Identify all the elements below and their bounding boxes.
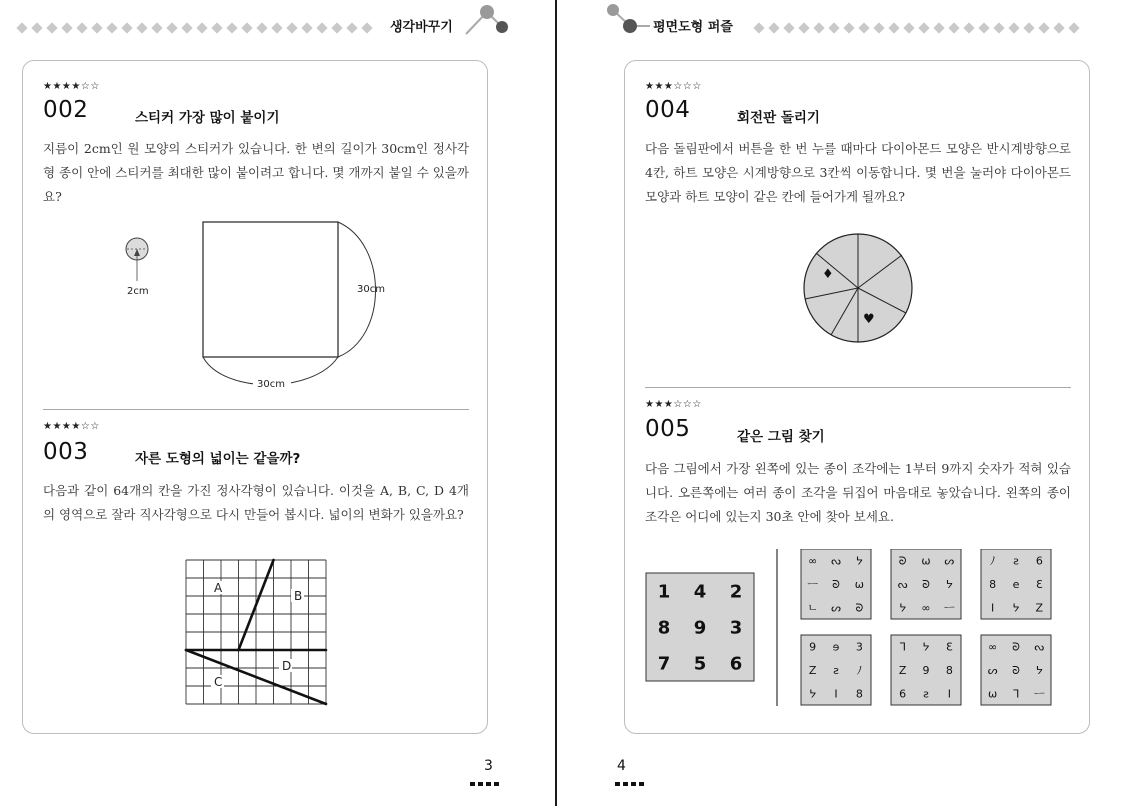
header-diamond — [783, 22, 794, 33]
piece-digit: ᘐ — [1012, 663, 1020, 677]
region-label-c: C — [214, 675, 223, 689]
header-diamond — [828, 22, 839, 33]
bottom-length-label: 30cm — [257, 379, 285, 390]
piece-digit: ᔭ — [899, 601, 907, 615]
header-diamond — [813, 22, 824, 33]
piece-digit: ᘐ — [922, 577, 930, 591]
section-title: 평면도형 퍼즐 — [653, 20, 733, 35]
region-label-b: B — [294, 589, 303, 603]
header-diamond — [46, 22, 57, 33]
side-length-label: 30cm — [357, 284, 385, 295]
header-diamond — [121, 22, 132, 33]
piece-digit: 8 — [989, 577, 997, 591]
piece-digit: 7 — [657, 653, 671, 675]
header-diamond — [918, 22, 929, 33]
page-number-mark — [615, 782, 644, 786]
problem-card — [624, 60, 1090, 734]
piece-digit: ㅡ — [1034, 687, 1045, 701]
header-diamond — [151, 22, 162, 33]
piece-digit: ㅡ — [944, 601, 955, 615]
piece-digit: I — [991, 601, 995, 615]
divider — [645, 387, 1071, 388]
piece-digit: ᘐ — [898, 554, 907, 568]
header-diamond — [136, 22, 147, 33]
piece-digit: ƨ — [1013, 554, 1019, 568]
piece-digit: ᔭ — [809, 687, 817, 701]
header-diamond — [993, 22, 1004, 33]
header-diamond — [888, 22, 899, 33]
problem-text: 다음 그림에서 가장 왼쪽에 있는 종이 조각에는 1부터 9까지 숫자가 적혀 있습니다. 오른쪽에는 여러 종이 조각을 뒤집어 마음대로 놓았습니다. 왼쪽의 종이 조각은 어디에 있는지 30초 안에 찾아 보세요. — [645, 461, 1071, 524]
piece-digit: 4 — [693, 581, 707, 603]
piece-digit: ᘐ — [855, 601, 864, 615]
header-diamond — [361, 22, 372, 33]
header-diamond — [331, 22, 342, 33]
piece-digit: ᔭ — [1012, 601, 1020, 615]
piece-digit: ㄴ — [807, 601, 818, 615]
header-diamond — [16, 22, 27, 33]
header-diamond — [346, 22, 357, 33]
right-page — [557, 0, 1113, 806]
problem-number: 005 — [645, 416, 691, 442]
header-diamond — [1053, 22, 1064, 33]
region-label-a: A — [214, 581, 223, 595]
piece-digit: ᘐ — [832, 577, 840, 591]
reference-piece — [646, 573, 754, 681]
header-diamond — [181, 22, 192, 33]
header-diamond — [843, 22, 854, 33]
piece-digit: ㅡ — [807, 577, 818, 591]
problem-title: 자른 도형의 넓이는 같을까? — [135, 451, 301, 467]
piece-digit: 1 — [657, 581, 671, 603]
region-label-d: D — [282, 659, 292, 673]
header-diamond — [226, 22, 237, 33]
piece-digit: Ɛ — [945, 640, 953, 654]
header-diamond — [256, 22, 267, 33]
page-number: 4 — [617, 758, 626, 774]
piece-digit: 5 — [693, 653, 707, 675]
header-diamond — [286, 22, 297, 33]
header-diamond — [978, 22, 989, 33]
header-diamond — [76, 22, 87, 33]
piece-digit: ᔓ — [897, 577, 908, 591]
header-diamond — [61, 22, 72, 33]
page-number-mark — [470, 782, 499, 786]
piece-digit: ﾉ — [856, 663, 863, 677]
header-diamond — [948, 22, 959, 33]
header-diamond — [1023, 22, 1034, 33]
problem-number: 002 — [43, 97, 89, 123]
difficulty-stars: ★★★☆☆☆ — [645, 399, 702, 410]
piece-digit: 9 — [809, 640, 817, 654]
problem-text: 다음과 같이 64개의 칸을 가진 정사각형이 있습니다. 이것을 A, B, C, D 4개의 영역으로 잘라 직사각형으로 다시 만들어 봅시다. 넓이의 변화가 있을까요? — [43, 483, 469, 522]
piece-digit: ᒣ — [1012, 687, 1020, 701]
piece-digit: ᔭ — [855, 554, 863, 568]
header-diamond — [166, 22, 177, 33]
header-diamond — [31, 22, 42, 33]
piece-digit: Ɛ — [1035, 577, 1043, 591]
problem-title: 회전판 돌리기 — [737, 110, 820, 126]
piece-digit: I — [834, 687, 838, 701]
header-diamond — [211, 22, 222, 33]
piece-digit: 9 — [693, 617, 707, 639]
piece-digit: 8 — [855, 687, 863, 701]
problem-number: 003 — [43, 439, 89, 465]
molecule-icon — [605, 0, 655, 42]
difficulty-stars: ★★★★☆☆ — [43, 421, 100, 432]
page-number: 3 — [484, 758, 493, 774]
piece-digit: 6 — [1035, 554, 1043, 568]
header-diamond — [1008, 22, 1019, 33]
header-diamond — [903, 22, 914, 33]
piece-digit: 2 — [729, 581, 743, 603]
piece-digit: ɘ — [832, 640, 840, 654]
header-diamond — [196, 22, 207, 33]
header-diamond — [1038, 22, 1049, 33]
piece-digit: ᔕ — [987, 663, 998, 677]
piece-digit: ᔭ — [922, 640, 930, 654]
piece-digit: I — [947, 687, 951, 701]
piece-digit: ᔭ — [1035, 663, 1043, 677]
piece-digit: 3 — [855, 640, 863, 654]
checkerboard-figure — [184, 558, 329, 707]
header-dot-rule — [18, 22, 371, 34]
piece-digit: ƨ — [923, 687, 929, 701]
piece-digit: ω — [988, 687, 998, 701]
piece-digit: 8 — [657, 617, 671, 639]
piece-digit: ᒣ — [899, 640, 907, 654]
circle-diameter-label: 2cm — [127, 286, 149, 297]
header-diamond — [316, 22, 327, 33]
candidate-piece — [891, 635, 961, 705]
piece-digit: 9 — [922, 663, 930, 677]
difficulty-stars: ★★★☆☆☆ — [645, 81, 702, 92]
piece-digit: ᘐ — [1012, 640, 1020, 654]
heart-icon: ♥ — [863, 312, 875, 327]
problem-number: 004 — [645, 97, 691, 123]
header-diamond — [873, 22, 884, 33]
sticker-figure — [113, 219, 413, 399]
divider — [43, 409, 469, 410]
header-diamond — [106, 22, 117, 33]
piece-digit: e — [1012, 577, 1020, 591]
header-diamond — [301, 22, 312, 33]
problem-text: 지름이 2cm인 원 모양의 스티커가 있습니다. 한 변의 길이가 30cm인 정사각형 종이 안에 스티커를 최대한 많이 붙이려고 합니다. 몇 개까지 붙일 수 있을까요? — [43, 141, 469, 204]
difficulty-stars: ★★★★☆☆ — [43, 81, 100, 92]
candidate-piece — [801, 549, 871, 619]
piece-digit: ﾉ — [989, 554, 996, 568]
piece-digit: 3 — [729, 617, 743, 639]
header-diamond — [963, 22, 974, 33]
candidate-piece — [891, 549, 961, 619]
header-diamond — [933, 22, 944, 33]
left-page — [0, 0, 556, 806]
piece-digit: Z — [808, 663, 817, 677]
section-title: 생각바꾸기 — [390, 20, 453, 35]
candidate-piece — [801, 635, 871, 705]
piece-digit: ∞ — [808, 554, 818, 568]
piece-digit: ᔕ — [831, 601, 841, 615]
header-diamond — [91, 22, 102, 33]
piece-digit: 6 — [899, 687, 907, 701]
header-diamond — [858, 22, 869, 33]
header-diamond — [768, 22, 779, 33]
header-diamond — [271, 22, 282, 33]
candidate-piece — [981, 549, 1051, 619]
piece-digit: ᔓ — [1034, 640, 1045, 654]
piece-digit: ω — [854, 577, 864, 591]
piece-digit: Z — [1035, 601, 1044, 615]
piece-digit: ᔕ — [944, 554, 955, 568]
piece-digit: ƨ — [833, 663, 839, 677]
paper-pieces-figure — [645, 549, 1071, 709]
candidate-piece — [981, 635, 1051, 705]
header-diamond — [798, 22, 809, 33]
piece-digit: ᔭ — [945, 577, 953, 591]
header-dot-rule — [755, 22, 1078, 34]
header-diamond — [241, 22, 252, 33]
piece-digit: ω — [921, 554, 931, 568]
problem-card — [22, 60, 488, 734]
problem-title: 스티커 가장 많이 붙이기 — [135, 110, 280, 126]
piece-digit: 6 — [729, 653, 743, 675]
diamond-icon: ♦ — [822, 267, 834, 282]
piece-digit: ᔓ — [831, 554, 841, 568]
piece-digit: 8 — [945, 663, 953, 677]
piece-digit: Z — [898, 663, 907, 677]
spinner-wheel-figure — [801, 231, 915, 345]
problem-text: 다음 돌림판에서 버튼을 한 번 누를 때마다 다이아몬드 모양은 반시계방향으로 4칸, 하트 모양은 시계방향으로 3칸씩 이동합니다. 몇 번을 눌러야 다이아몬드 모양과 하트 모양이 같은 칸에 들어가게 될까요? — [645, 141, 1071, 204]
piece-digit: ∞ — [921, 601, 931, 615]
header-diamond — [1068, 22, 1079, 33]
piece-digit: ∞ — [988, 640, 998, 654]
molecule-icon — [462, 0, 512, 42]
problem-title: 같은 그림 찾기 — [737, 429, 825, 445]
header-diamond — [753, 22, 764, 33]
